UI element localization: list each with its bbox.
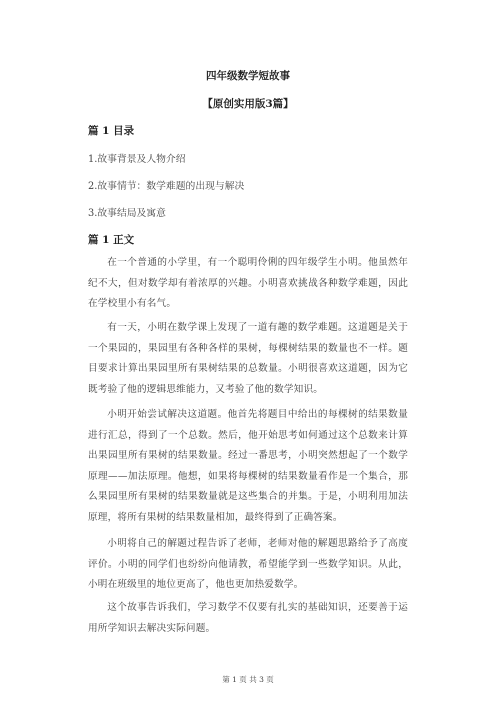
paragraph: 有一天，小明在数学课上发现了一道有趣的数学难题。这道题是关于一个果园的，果园里有各种各样的果树，每棵树结果的数量也不一样。题目要求计算出果园里所有果树结果的总数量。小明很喜欢这道题，因为它既考验了他的逻辑思维能力，又考验了他的数学知识。 bbox=[88, 322, 408, 395]
paragraph: 在一个普通的小学里，有一个聪明伶俐的四年级学生小明。他虽然年纪不大，但对数学却有着浓厚的兴趣。小明喜欢挑战各种数学难题，因此在学校里小有名气。 bbox=[88, 257, 408, 310]
document-title: 四年级数学短故事 bbox=[206, 70, 290, 82]
paragraph: 小明开始尝试解决这道题。他首先将题目中给出的每棵树的结果数量进行汇总，得到了一个总数。然后，他开始思考如何通过这个总数来计算出果园里所有果树的结果数量。经过一番思考，小明突然想起了一个数学原理——加法原理。他想，如果将每棵树的结果数量看作是一个集合，那么果园里所有果树的结果数量就是这些集合的并集。于是，小明利用加法原理，将所有果树的结果数量相加，最终得到了正确答案。 bbox=[88, 409, 408, 523]
toc-item: 2.故事情节：数学难题的出现与解决 bbox=[88, 181, 245, 192]
toc-item: 1.故事背景及人物介绍 bbox=[88, 154, 186, 165]
body-heading: 篇 1 正文 bbox=[88, 234, 135, 246]
page-footer: 第 1 页 共 3 页 bbox=[222, 675, 274, 684]
paragraph: 小明将自己的解题过程告诉了老师，老师对他的解题思路给予了高度评价。小明的同学们也纷纷向他请教，希望能学到一些数学知识。从此，小明在班级里的地位更高了，他也更加热爱数学。 bbox=[88, 538, 408, 591]
toc-heading: 篇 1 目录 bbox=[88, 125, 135, 137]
paragraph: 这个故事告诉我们，学习数学不仅要有扎实的基础知识，还要善于运用所学知识去解决实际问题。 bbox=[88, 602, 408, 634]
document-subtitle: 【原创实用版3篇】 bbox=[202, 98, 294, 110]
toc-item: 3.故事结局及寓意 bbox=[88, 208, 166, 219]
